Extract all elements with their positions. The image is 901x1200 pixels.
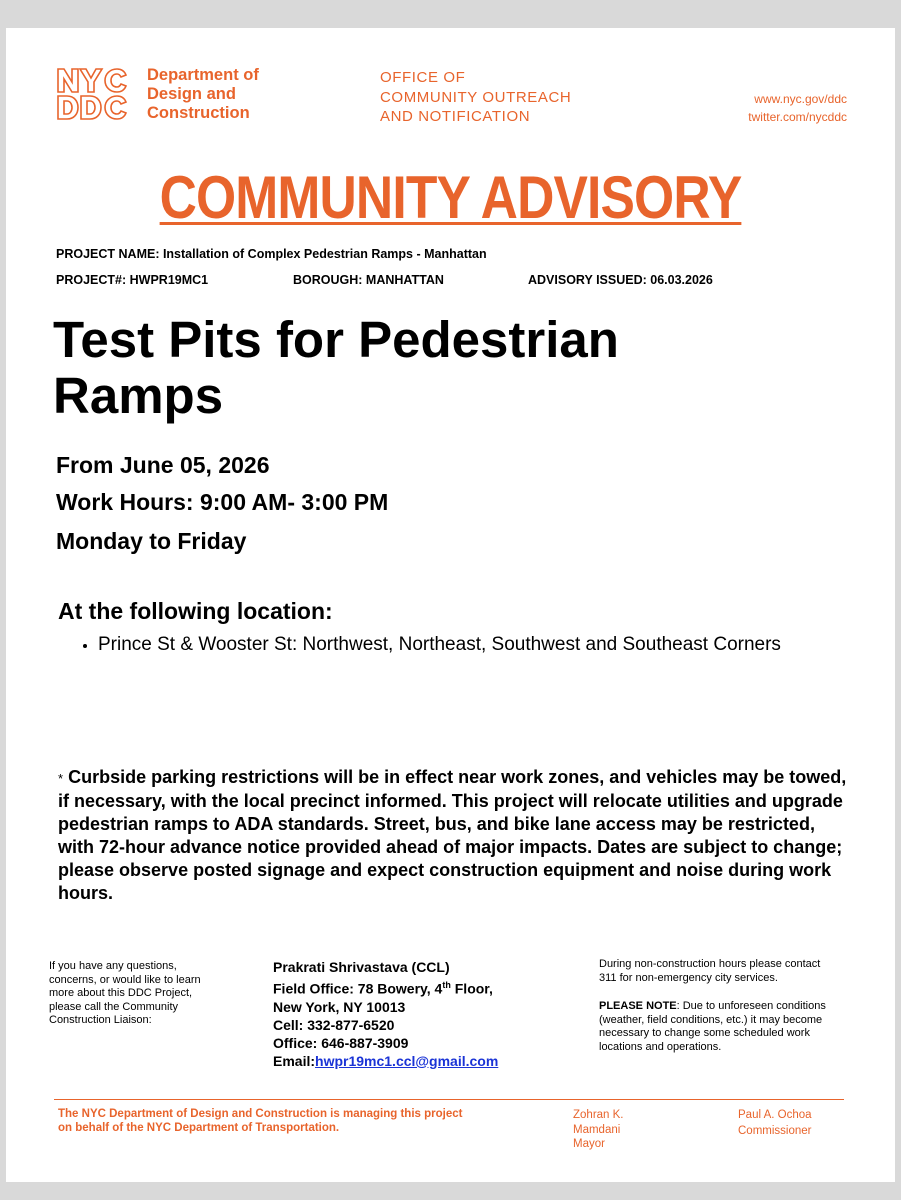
questions-text: If you have any questions, concerns, or would like to learn more about this DDC Project, please call the Community Construction Liaison:: [49, 960, 201, 1026]
commissioner-title: Commissioner: [738, 1125, 812, 1137]
header-links: [748, 90, 847, 126]
dept-line: Construction: [147, 104, 250, 122]
location-place: Prince St & Wooster St:: [98, 634, 298, 655]
schedule-hours: Work Hours: 9:00 AM- 3:00 PM: [56, 489, 389, 515]
location-item: [98, 632, 858, 658]
advisory-page: [6, 28, 895, 1182]
office-phone: Office: 646-887-3909: [273, 1034, 409, 1051]
notice-text: Curbside parking restrictions will be in effect near work zones, and vehicles may be towed, if necessary, with the local precinct informed. This project will relocate utilities and upgrade pedestrian ramps to ADA standards. Street, bus, and bike lane access may be restricted, with 72-hour advance notice provided ahead of major impacts. Dates are subject to change; please observe posted signage and expect construction equipment and noise during work hours.: [58, 767, 847, 903]
title-line: Ramps: [53, 367, 224, 424]
notice-asterisk: *: [58, 771, 64, 786]
location-list: [74, 632, 858, 658]
non-construction-note: During non-construction hours please contact 311 for non-emergency city services.: [599, 958, 821, 984]
field-office-address: Field Office: 78 Bowery, 4: [273, 980, 443, 997]
mayor-name-line: Zohran K.: [573, 1109, 624, 1121]
mayor-block: [573, 1108, 653, 1152]
field-office: [273, 976, 573, 998]
email-label: Email:: [273, 1052, 316, 1069]
parking-notice: [58, 766, 848, 905]
commissioner-name: Paul A. Ochoa: [738, 1109, 812, 1121]
mayor-title: Mayor: [573, 1138, 605, 1150]
liaison-contact: [273, 958, 573, 1070]
office-name: [380, 68, 571, 127]
advisory-heading: COMMUNITY ADVISORY: [159, 164, 742, 231]
footer-divider: [54, 1099, 844, 1100]
email-link[interactable]: hwpr19mc1.ccl@gmail.com: [315, 1052, 499, 1069]
nyc-ddc-logo-icon: [56, 66, 134, 122]
project-name: PROJECT NAME: Installation of Complex Pedestrian Ramps - Manhattan: [56, 247, 487, 261]
cell-phone: Cell: 332-877-6520: [273, 1016, 395, 1033]
dept-line: Design and: [147, 85, 236, 103]
field-office-floor: Floor,: [450, 980, 493, 997]
twitter-link[interactable]: twitter.com/nycddc: [748, 110, 847, 124]
schedule-days: Monday to Friday: [56, 528, 247, 554]
please-note: [599, 1000, 839, 1054]
project-borough: BOROUGH: MANHATTAN: [293, 273, 444, 287]
liaison-name: Prakrati Shrivastava (CCL): [273, 959, 450, 975]
title-line: Test Pits for Pedestrian: [53, 311, 619, 368]
department-name: [147, 66, 259, 123]
office-line: OFFICE OF: [380, 69, 466, 86]
location-detail: Northwest, Northeast, Southwest and Southeast Corners: [297, 634, 781, 655]
website-link[interactable]: www.nyc.gov/ddc: [754, 92, 847, 106]
location-heading: At the following location:: [58, 598, 333, 624]
email-row: [273, 1052, 573, 1070]
floor-superscript: th: [442, 980, 451, 990]
mayor-name-line: Mamdani: [573, 1123, 621, 1136]
please-note-label: PLEASE NOTE: [599, 1000, 677, 1013]
please-note-text: : Due to unforeseen conditions (weather, field conditions, etc.) it may become necessary to change some scheduled work locations and operations.: [599, 1000, 826, 1053]
project-number: PROJECT#: HWPR19MC1: [56, 273, 209, 287]
footer-notes: [599, 958, 839, 1055]
advisory-issued-date: ADVISORY ISSUED: 06.03.2026: [528, 273, 713, 287]
office-line: COMMUNITY OUTREACH: [380, 88, 572, 106]
page-title: [53, 312, 833, 424]
field-office-city: New York, NY 10013: [273, 998, 406, 1015]
office-line: AND NOTIFICATION: [380, 108, 531, 125]
managing-statement: The NYC Department of Design and Construction is managing this project on behalf of the NYC Department of Transportation.: [58, 1108, 463, 1134]
commissioner-block: [738, 1107, 858, 1139]
dept-line: Department of: [147, 66, 259, 84]
schedule-from: From June 05, 2026: [56, 452, 270, 478]
